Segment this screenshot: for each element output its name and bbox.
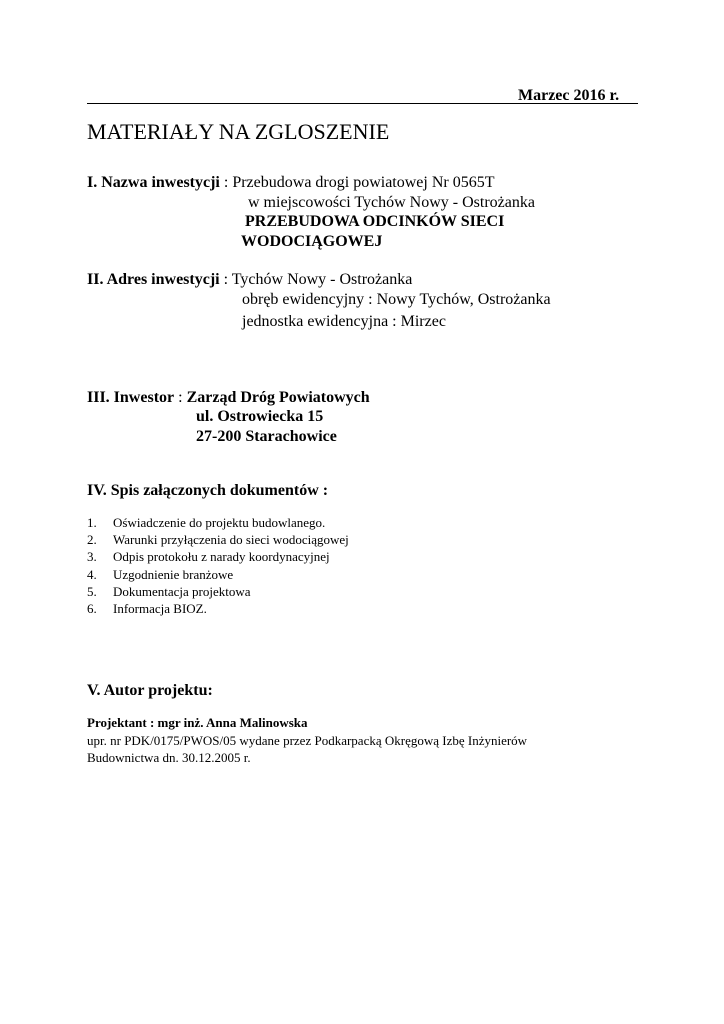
license-line-2: Budownictwa dn. 30.12.2005 r.	[87, 750, 251, 765]
list-item-number: 5.	[87, 583, 97, 599]
documents-heading: IV. Spis załączonych dokumentów :	[87, 482, 329, 499]
list-item-number: 2.	[87, 532, 97, 548]
investment-scope-line2: WODOCIĄGOWEJ	[241, 233, 383, 250]
list-item-text: Informacja BIOZ.	[113, 601, 207, 617]
investment-address-line	[87, 271, 412, 289]
list-item	[87, 583, 349, 600]
list-item-number: 1.	[87, 515, 97, 530]
page-title: MATERIAŁY NA ZGLOSZENIE	[87, 119, 390, 144]
list-item	[87, 531, 349, 548]
investment-address-value: Tychów Nowy - Ostrożanka	[231, 271, 413, 288]
documents-list	[87, 514, 349, 617]
list-item-text: Odpis protokołu z narady koordynacyjnej	[113, 549, 330, 565]
list-item-number: 6.	[87, 601, 97, 617]
cadastral-unit: jednostka ewidencyjna : Mirzec	[242, 313, 446, 330]
investment-location: w miejscowości Tychów Nowy - Ostrożanka	[248, 194, 535, 211]
investment-name-label: I. Nazwa inwestycji	[87, 174, 220, 191]
investment-address-separator: :	[219, 271, 232, 288]
list-item-text: Oświadczenie do projektu budowlanego.	[113, 515, 326, 530]
investor-line	[87, 389, 370, 407]
document-date: Marzec 2016 r.	[518, 87, 620, 104]
investment-name-value: Przebudowa drogi powiatowej Nr 0565T	[232, 174, 495, 191]
investor-street: ul. Ostrowiecka 15	[196, 408, 324, 425]
header-rule	[87, 103, 638, 104]
designer-name: Projektant : mgr inż. Anna Malinowska	[87, 715, 308, 730]
investor-separator: :	[174, 389, 187, 406]
investment-address-label: II. Adres inwestycji	[87, 271, 220, 288]
list-item-number: 3.	[87, 549, 97, 565]
list-item-number: 4.	[87, 566, 97, 582]
investor-label: III. Inwestor	[87, 389, 175, 406]
author-heading: V. Autor projektu:	[87, 682, 213, 699]
investor-city: 27-200 Starachowice	[196, 428, 337, 445]
investment-name-line	[87, 174, 495, 192]
list-item	[87, 548, 349, 565]
list-item	[87, 600, 349, 617]
list-item-text: Uzgodnienie branżowe	[113, 566, 234, 582]
list-item-text: Warunki przyłączenia do sieci wodociągowej	[113, 532, 349, 548]
investment-scope-line1: PRZEBUDOWA ODCINKÓW SIECI	[245, 213, 505, 230]
license-line-1: upr. nr PDK/0175/PWOS/05 wydane przez Podkarpacką Okręgową Izbę Inżynierów	[87, 733, 528, 748]
investment-name-separator: :	[219, 174, 233, 191]
list-item	[87, 566, 349, 583]
list-item	[87, 514, 349, 531]
cadastral-precinct: obręb ewidencyjny : Nowy Tychów, Ostrożanka	[242, 291, 551, 308]
investor-name: Zarząd Dróg Powiatowych	[186, 389, 370, 406]
list-item-text: Dokumentacja projektowa	[113, 583, 251, 599]
